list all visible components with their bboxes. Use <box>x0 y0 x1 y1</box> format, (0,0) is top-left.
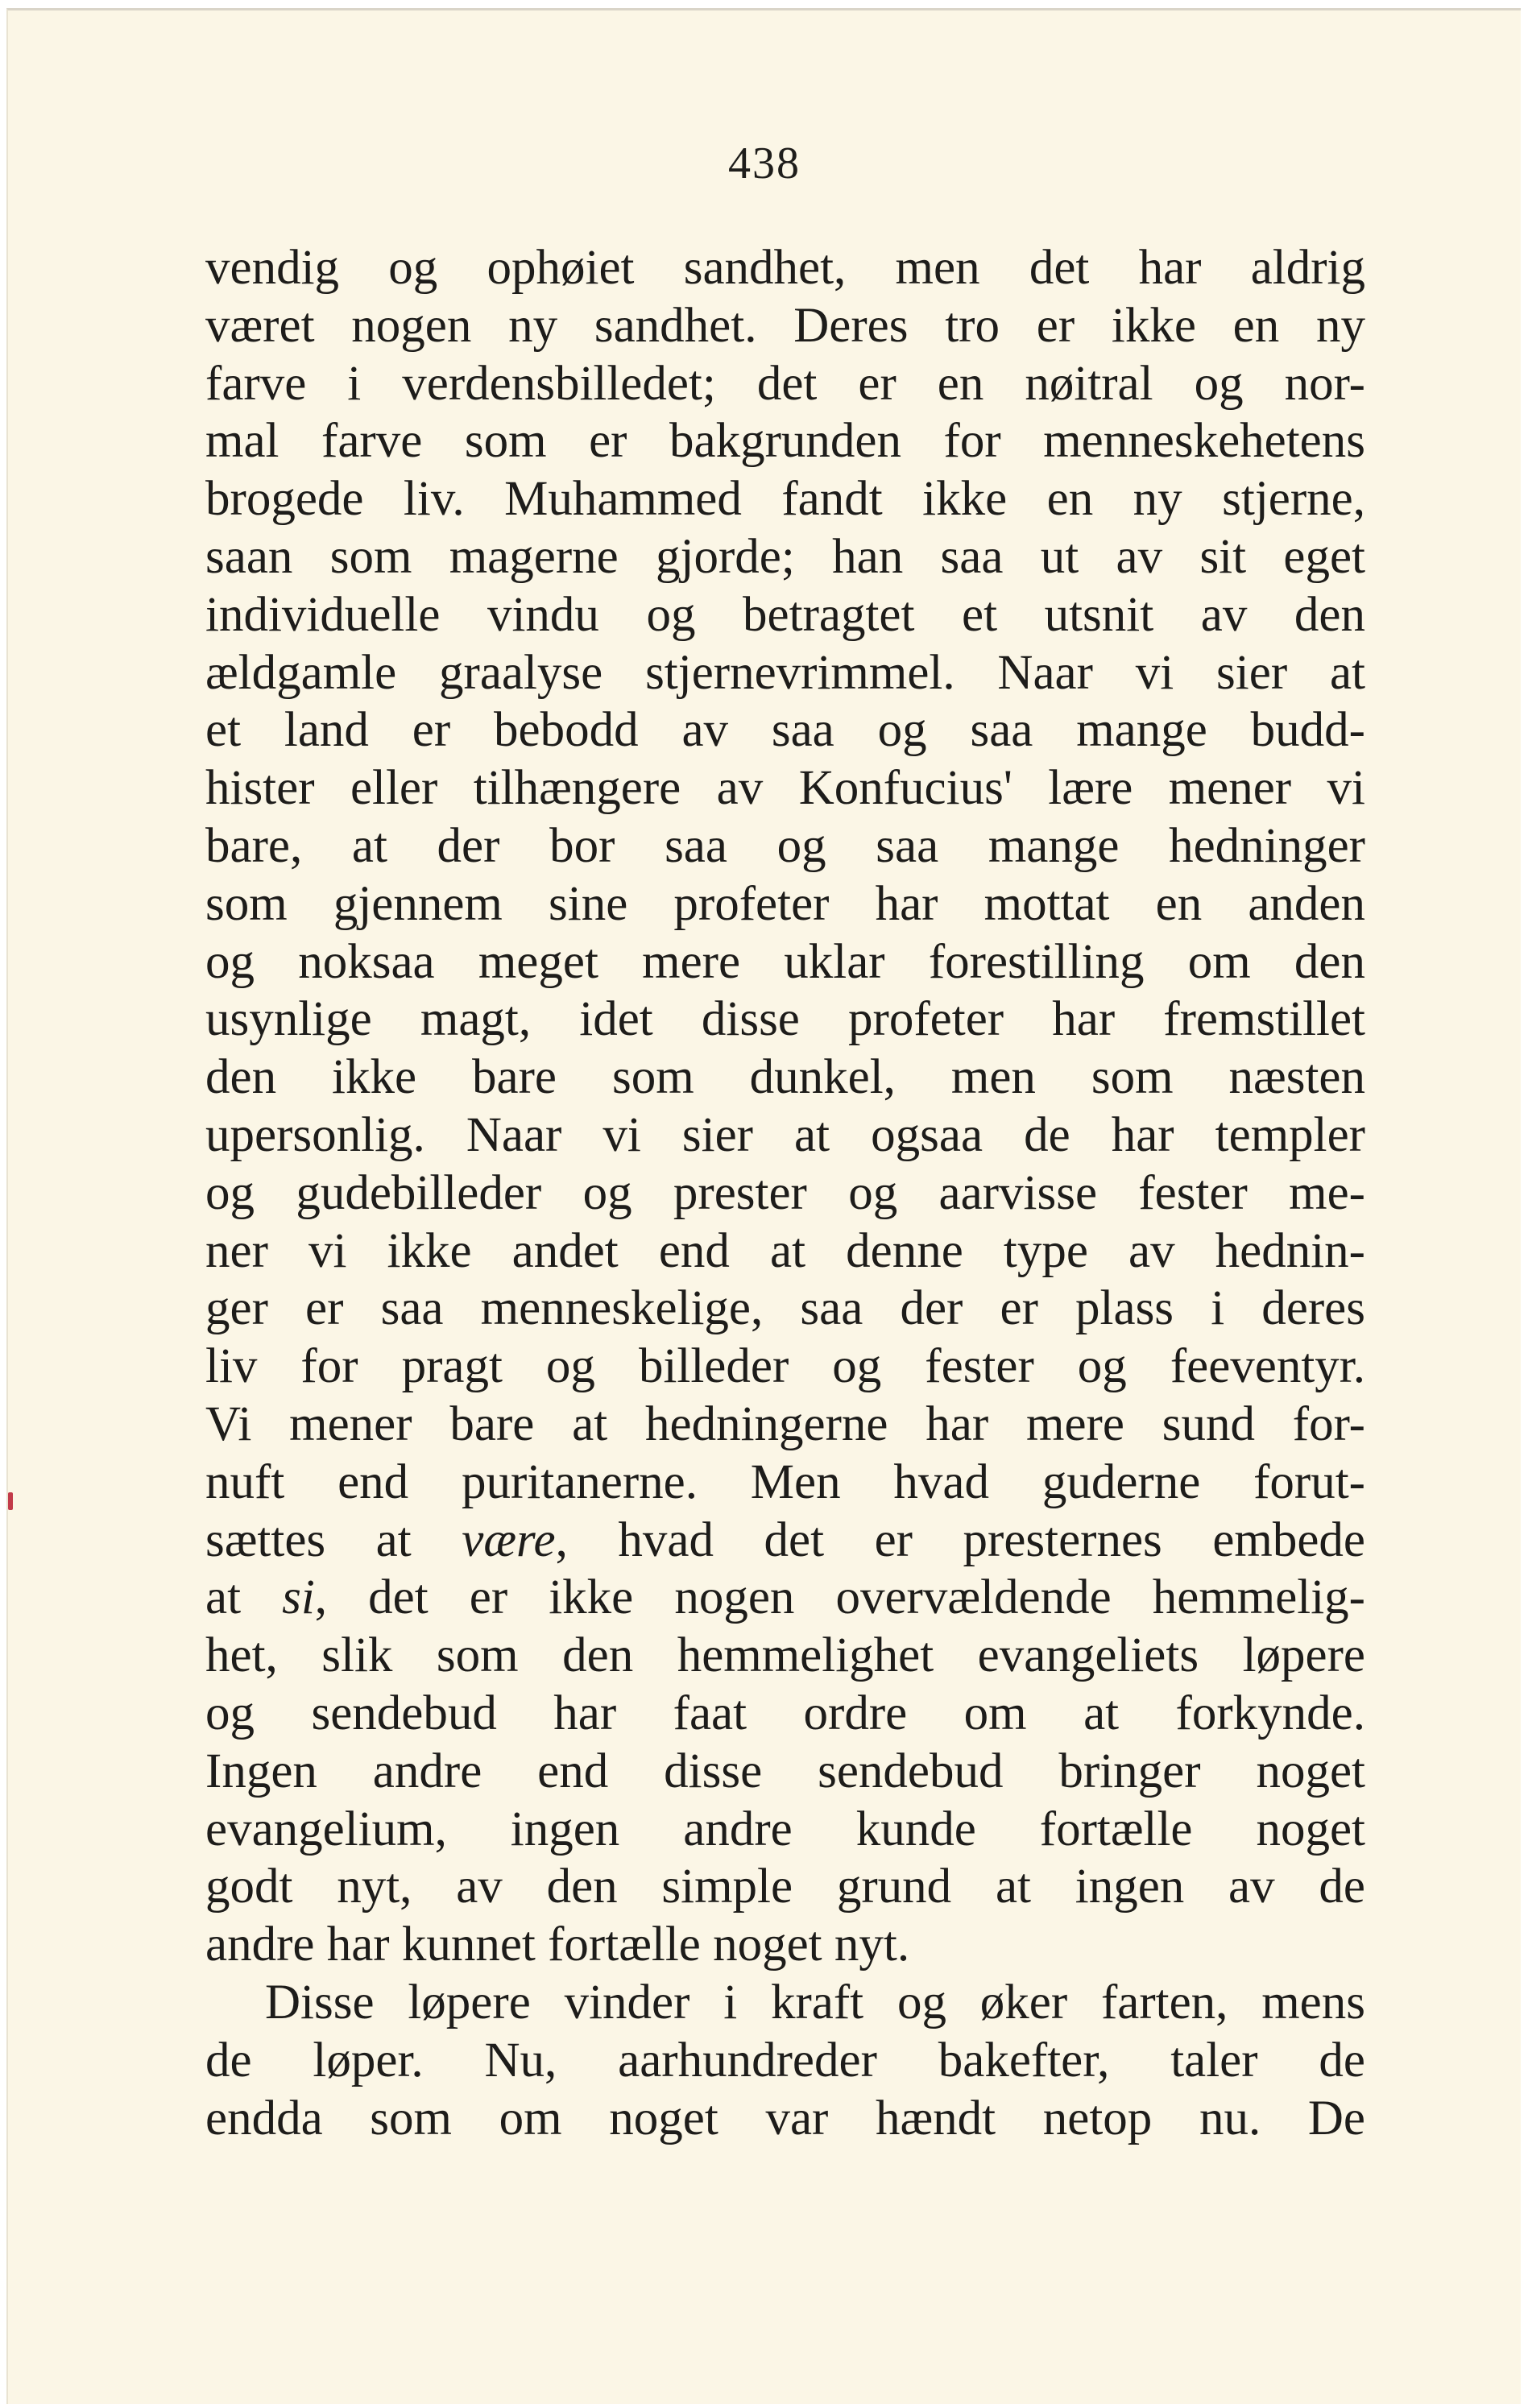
page-number: 438 <box>728 139 801 188</box>
text-line: endda som om noget var hændt netop nu. De <box>205 2091 1365 2145</box>
text-line: været nogen ny sandhet. Deres tro er ikke en ny <box>205 298 1365 353</box>
text-line: vendig og ophøiet sandhet, men det har aldrig <box>205 241 1365 295</box>
text-line: liv for pragt og billeder og fester og feeventyr. <box>205 1339 1365 1394</box>
text-segment: at <box>205 1570 283 1625</box>
text-line: og sendebud har faat ordre om at forkynde. <box>205 1686 1365 1740</box>
text-line: bare, at der bor saa og saa mange hedninger <box>205 818 1365 873</box>
text-line: individuelle vindu og betragtet et utsnit av den <box>205 587 1365 642</box>
italic-word: si <box>282 1570 315 1625</box>
edge-mark <box>8 1492 13 1510</box>
text-line: den ikke bare som dunkel, men som næsten <box>205 1050 1365 1105</box>
text-segment: , hvad det er presternes embede <box>555 1512 1365 1567</box>
text-segment: sættes at <box>205 1512 462 1567</box>
text-line: de løper. Nu, aarhundreder bakefter, taler de <box>205 2033 1365 2087</box>
text-line: som gjennem sine profeter har mottat en anden <box>205 876 1365 931</box>
text-line: farve i verdensbilledet; det er en nøitral og nor- <box>205 356 1365 411</box>
text-line: Ingen andre end disse sendebud bringer noget <box>205 1744 1365 1798</box>
text-line: ger er saa menneskelige, saa der er plass i deres <box>205 1281 1365 1336</box>
text-line: og noksaa meget mere uklar forestilling om den <box>205 934 1365 989</box>
book-page <box>6 8 1521 2404</box>
text-line: usynlige magt, idet disse profeter har fremstillet <box>205 992 1365 1047</box>
text-line: evangelium, ingen andre kunde fortælle noget <box>205 1802 1365 1856</box>
text-line-italic-vaere <box>205 1512 1365 1570</box>
text-line: saan som magerne gjorde; han saa ut av sit eget <box>205 529 1365 584</box>
italic-word: være <box>462 1512 556 1567</box>
text-line: mal farve som er bakgrunden for menneskehetens <box>205 414 1365 469</box>
text-line: og gudebilleder og prester og aarvisse fester me- <box>205 1165 1365 1220</box>
text-line: brogede liv. Muhammed fandt ikke en ny stjerne, <box>205 472 1365 527</box>
text-line: ældgamle graalyse stjernevrimmel. Naar vi sier at <box>205 645 1365 700</box>
body-text <box>205 239 1365 2147</box>
text-line: het, slik som den hemmelighet evangeliets løpere <box>205 1628 1365 1683</box>
text-line: et land er bebodd av saa og saa mange budd- <box>205 703 1365 758</box>
text-line: andre har kunnet fortælle noget nyt. <box>205 1918 910 1972</box>
text-line-italic-si <box>205 1569 1365 1627</box>
text-line: Vi mener bare at hedningerne har mere sund for- <box>205 1396 1365 1451</box>
text-line: ner vi ikke andet end at denne type av hednin- <box>205 1223 1365 1278</box>
text-line: hister eller tilhængere av Konfucius' lære mener vi <box>205 761 1365 816</box>
text-line: upersonlig. Naar vi sier at ogsaa de har templer <box>205 1107 1365 1162</box>
text-segment: , det er ikke nogen overvældende hemmelig- <box>314 1570 1365 1625</box>
paragraph-start-line: Disse løpere vinder i kraft og øker farten, mens <box>265 1975 1365 2029</box>
text-line: nuft end puritanerne. Men hvad guderne forut- <box>205 1454 1365 1509</box>
text-line: godt nyt, av den simple grund at ingen av de <box>205 1860 1365 1914</box>
